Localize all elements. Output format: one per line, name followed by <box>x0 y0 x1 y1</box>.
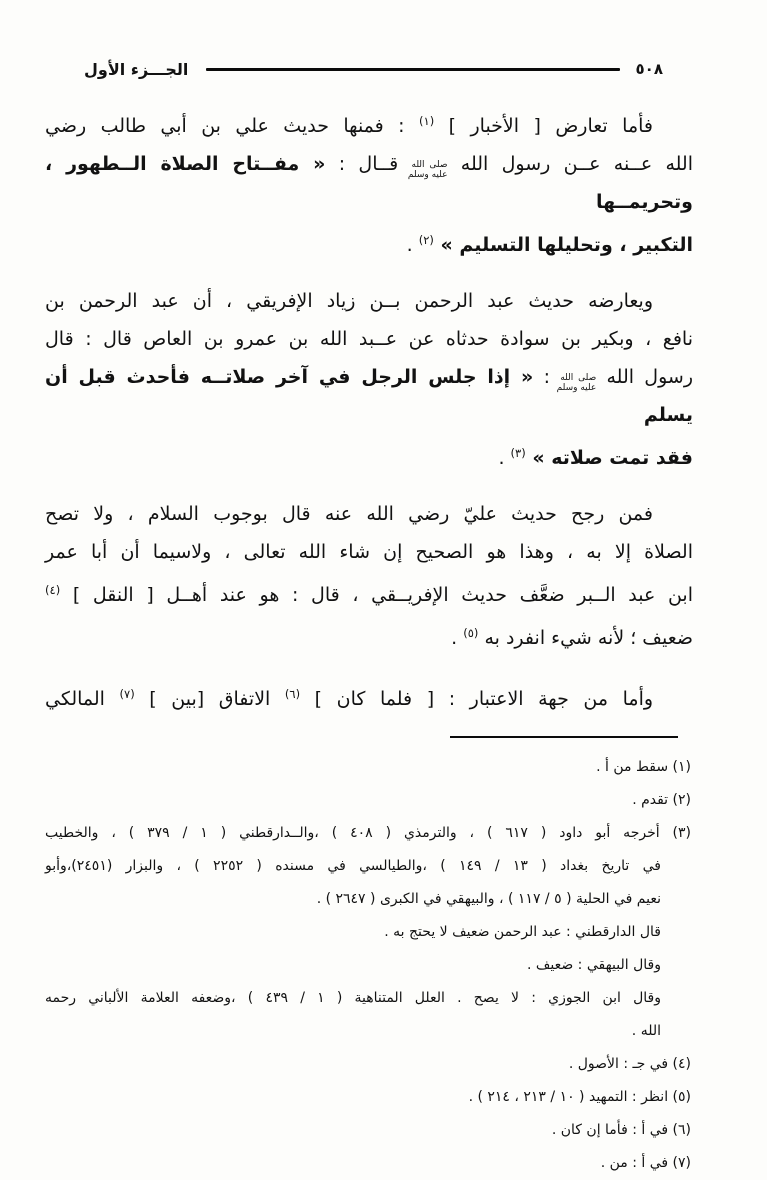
text-segment: ويعارضه حديث عبد الرحمن بــن زياد الإفريقي ، أن عبد الرحمن بن <box>45 290 653 312</box>
text-segment: التكبير ، وتحليلها التسليم » <box>433 234 693 256</box>
text-segment: قــال : <box>325 153 412 175</box>
text-segment: ضعيف ؛ لأنه شيء انفرد به <box>478 627 693 649</box>
footnote-marker: (٣) <box>510 446 526 460</box>
footnotes <box>0 751 767 1180</box>
footnote-line: (٣) أخرجه أبو داود ( ٦١٧ ) ، والترمذي ( ٤٠٨ ) ،والــدارقطني ( ١ / ٣٧٩ ) ، والخطيب <box>45 825 691 841</box>
body-line <box>45 614 693 657</box>
text-segment: . <box>406 234 419 256</box>
footnote-line: في تاريخ بغداد ( ١٣ / ١٤٩ ) ،والطيالسي في مسنده ( ٢٢٥٢ ) ، والبزار (٢٤٥١)،وأبو <box>45 858 661 874</box>
paragraph <box>45 675 693 718</box>
header-rule <box>206 68 619 71</box>
text-segment: « إذا جلس الرجل في آخر صلاتــه فأحدث قبل أن يسلم <box>45 366 693 426</box>
text-segment: المالكي <box>45 688 120 710</box>
page-number: ٥٠٨ <box>635 60 663 78</box>
footnote-line: قال الدارقطني : عبد الرحمن ضعيف لا يحتج به . <box>384 924 661 940</box>
footnote-line: (٥) انظر : التمهيد ( ١٠ / ٢١٣ ، ٢١٤ ) . <box>468 1089 691 1105</box>
page-header <box>0 56 767 82</box>
body-text <box>0 102 767 718</box>
text-segment: . <box>498 447 511 469</box>
footnote-line: نعيم في الحلية ( ٥ / ١١٧ ) ، والبيهقي في الكبرى ( ٢٦٤٧ ) . <box>316 891 661 907</box>
text-segment: الصلاة إلا به ، وهذا هو الصحيح إن شاء الله تعالى ، ولاسيما أن أبا عمر <box>45 541 693 563</box>
text-segment: ابن عبد الــبر ضعَّف حديث الإفريــقي ، قال : هو عند أهــل [ النقل ] <box>60 584 693 606</box>
footnote-marker: (٢) <box>418 233 434 247</box>
footnote-marker: (٥) <box>463 626 479 640</box>
footnote-marker: (٦) <box>284 687 301 701</box>
footnote-line: (٢) تقدم . <box>632 792 691 808</box>
body-line <box>45 434 693 477</box>
footnote-line: (١) سقط من أ . <box>596 759 691 775</box>
footnote-separator <box>450 736 678 738</box>
paragraph <box>45 102 693 264</box>
book-page <box>0 56 767 1171</box>
body-line <box>45 320 693 358</box>
text-segment: رسول الله <box>596 366 694 388</box>
footnote-line: وقال ابن الجوزي : لا يصح . العلل المتناهية ( ١ / ٤٣٩ ) ،وضعفه العلامة الألباني رحمه <box>45 990 662 1006</box>
footnote-line: وقال البيهقي : ضعيف . <box>526 957 661 973</box>
section-title: الجـــزء الأول <box>84 59 189 79</box>
text-segment: فقد تمت صلاته » <box>525 447 693 469</box>
body-line <box>45 358 693 434</box>
text-segment: الله عــنه عــن رسول الله <box>447 153 693 175</box>
body-line <box>45 675 693 718</box>
body-line <box>45 282 693 320</box>
footnote-marker: (٤) <box>45 583 61 597</box>
paragraph <box>45 282 693 477</box>
text-segment: فأما تعارض [ الأخبار ] <box>434 115 653 137</box>
text-segment: وأما من جهة الاعتبار : [ فلما كان ] <box>300 688 654 710</box>
body-line <box>45 221 693 264</box>
body-line <box>45 495 693 533</box>
text-segment: : <box>533 366 561 388</box>
text-segment: « مفــتاح الصلاة الــطهور ، وتحريمــها <box>45 153 693 213</box>
body-line <box>45 571 693 614</box>
salawat-ligature: صلى الله عليه وسلم <box>556 373 597 393</box>
text-segment: نافع ، وبكير بن سوادة حدثاه عن عــبد الله بن عمرو بن العاص قال : قال <box>45 328 693 350</box>
body-line <box>45 145 693 221</box>
footnote-marker: (١) <box>419 114 435 128</box>
paragraph <box>45 495 693 657</box>
salawat-ligature: صلى الله عليه وسلم <box>407 160 448 180</box>
footnote-line: (٧) في أ : من . <box>600 1155 691 1171</box>
text-segment: فمن رجح حديث عليّ رضي الله عنه قال بوجوب السلام ، ولا تصح <box>45 503 653 525</box>
body-line <box>45 102 693 145</box>
text-segment: . <box>451 627 464 649</box>
body-line <box>45 533 693 571</box>
footnote-line: الله . <box>631 1023 661 1039</box>
footnote-marker: (٧) <box>119 687 135 701</box>
footnote-line: (٤) في جـ : الأصول . <box>568 1056 691 1072</box>
text-segment: : فمنها حديث علي بن أبي طالب رضي <box>45 115 420 137</box>
text-segment: الاتفاق [بين ] <box>134 688 285 710</box>
footnote-line: (٦) في أ : فأما إن كان . <box>551 1122 691 1138</box>
